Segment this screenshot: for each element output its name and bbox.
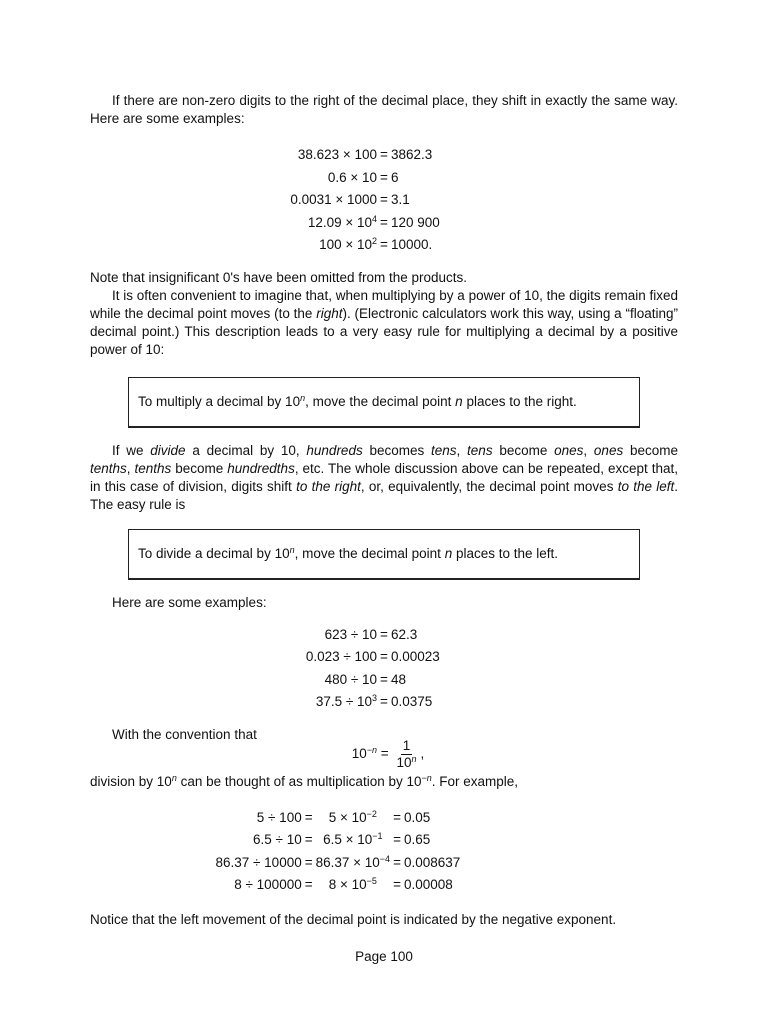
text: 0.023 ÷ 100 xyxy=(305,649,378,664)
text-emphasis: tens xyxy=(431,442,457,458)
text: = xyxy=(380,745,389,761)
equation-part-c: 0.008637 xyxy=(403,854,461,870)
text-emphasis: tens xyxy=(467,442,493,458)
text: 10 xyxy=(396,754,412,770)
equals-sign: = xyxy=(380,237,388,252)
text: 5 × 10 xyxy=(328,809,367,825)
equation-part-b xyxy=(316,807,390,830)
text: 6.5 × 10 xyxy=(323,832,373,847)
paragraph-note: Note that insignificant 0's have been omitted from the products. xyxy=(90,269,468,285)
text: division by 10 xyxy=(90,773,172,789)
equation-rhs: 0.0375 xyxy=(390,694,433,709)
variable: n xyxy=(444,546,453,561)
equation-rhs: 0.00023 xyxy=(390,649,440,664)
text-emphasis: hundreds xyxy=(306,442,363,458)
rule-box-divide xyxy=(128,529,640,580)
spacer xyxy=(466,807,678,830)
text: 100 × 10 xyxy=(319,237,373,252)
equals-sign: = xyxy=(380,626,388,642)
equals-sign: = xyxy=(393,854,401,870)
exponent: n xyxy=(171,772,177,783)
text: , move the decimal point xyxy=(305,394,456,409)
text-emphasis: hundredths xyxy=(227,460,295,476)
text: , or, equivalently, the decimal point moves xyxy=(360,478,618,494)
text: . The easy rule is xyxy=(90,478,678,512)
text: , xyxy=(420,745,425,761)
equation-lhs xyxy=(90,624,377,647)
equation-lhs xyxy=(90,669,377,692)
equals-sign: = xyxy=(380,169,388,185)
text: 8 × 10 xyxy=(328,877,367,892)
rule-text xyxy=(138,546,558,561)
paragraph-floating-point xyxy=(90,287,678,359)
division-examples xyxy=(90,624,678,714)
equation-rhs: 48 xyxy=(390,671,406,687)
text: , xyxy=(583,442,594,458)
rule-box-multiply xyxy=(128,377,640,428)
exponent: −1 xyxy=(372,831,383,841)
equals-sign: = xyxy=(380,694,388,709)
text-emphasis: tenths xyxy=(134,460,172,476)
equation-lhs xyxy=(90,167,377,190)
text: a decimal by 10, xyxy=(185,442,307,458)
equation-part-a: 5 ÷ 100 xyxy=(256,809,302,825)
text-emphasis: tenths xyxy=(90,460,127,476)
exponent: 2 xyxy=(372,236,378,246)
equation-rhs: 10000. xyxy=(390,237,433,252)
text: . For example, xyxy=(431,773,519,789)
numerator: 1 xyxy=(402,737,411,753)
equation-lhs xyxy=(90,189,377,212)
equals-sign: = xyxy=(380,147,388,162)
text: , xyxy=(126,460,135,476)
denominator xyxy=(394,755,418,771)
text: ). (Electronic calculators work this way, using a “floating” decimal point.) This description leads to a very easy rule for multiplying a decimal by a positive power of 10: xyxy=(90,305,678,357)
text: To multiply a decimal by 10 xyxy=(138,394,301,409)
variable: n xyxy=(455,394,463,409)
equation-part-b xyxy=(316,852,390,875)
paragraph-convention: With the convention that xyxy=(112,726,257,742)
text-emphasis: to the left xyxy=(617,478,675,494)
text: 86.37 × 10 xyxy=(315,854,380,870)
equals-sign: = xyxy=(304,832,313,847)
negative-exponent-examples xyxy=(90,807,678,897)
text: places to the left. xyxy=(452,546,559,561)
equation-part-c: 0.65 xyxy=(403,832,431,847)
equals-sign: = xyxy=(380,671,388,687)
exponent: −n xyxy=(421,772,432,783)
paragraph-division-as-multiplication xyxy=(90,773,678,791)
equals-sign: = xyxy=(393,877,401,892)
exponent: −2 xyxy=(366,808,377,819)
equals-sign: = xyxy=(380,192,388,207)
text: become xyxy=(171,460,228,476)
rule-text xyxy=(138,394,577,409)
spacer xyxy=(466,852,678,875)
text: 623 ÷ 10 xyxy=(324,626,378,642)
text: can be thought of as multiplication by 10 xyxy=(176,773,422,789)
exponent: −n xyxy=(366,744,378,755)
text: If we xyxy=(112,442,151,458)
equation-part-c: 0.00008 xyxy=(403,877,453,892)
equation-rhs: 3862.3 xyxy=(390,147,433,162)
exponent: −4 xyxy=(379,853,391,864)
spacer xyxy=(466,874,678,897)
equals-sign: = xyxy=(393,809,401,825)
spacer xyxy=(466,829,678,852)
text: , move the decimal point xyxy=(294,546,445,561)
equation-part-b xyxy=(316,829,390,852)
text: 12.09 × 10 xyxy=(307,214,373,230)
paragraph-conclusion: Notice that the left movement of the decimal point is indicated by the negative exponent. xyxy=(90,911,617,927)
equation-lhs xyxy=(90,691,377,714)
equation-rhs: 62.3 xyxy=(390,626,418,642)
equation-lhs xyxy=(90,144,377,167)
equation-part-a: 86.37 ÷ 10000 xyxy=(215,854,302,870)
exponent: −5 xyxy=(366,876,377,886)
page-content xyxy=(90,92,678,929)
exponent: 4 xyxy=(372,213,378,224)
text: 37.5 ÷ 10 xyxy=(315,694,373,709)
text: 0.0031 × 1000 xyxy=(290,192,378,207)
text: , xyxy=(456,442,468,458)
equals-sign: = xyxy=(304,877,313,892)
equation-rhs: 3.1 xyxy=(390,192,410,207)
equation-rhs: 120 900 xyxy=(390,214,440,230)
exponent: n xyxy=(411,753,417,764)
equals-sign: = xyxy=(380,214,388,230)
text: 10 xyxy=(351,745,367,761)
exponent: n xyxy=(300,393,306,403)
text-emphasis: ones xyxy=(593,442,624,458)
text: become xyxy=(492,442,555,458)
text-emphasis: to the right xyxy=(296,478,361,494)
equals-sign: = xyxy=(304,854,313,870)
text: , etc. The whole discussion above can be repeated, except that, in this case of division, digits shift xyxy=(90,460,678,494)
text-emphasis: ones xyxy=(554,442,584,458)
multiplication-examples xyxy=(90,144,678,257)
equation-part-a: 8 ÷ 100000 xyxy=(234,877,302,892)
text: places to the right. xyxy=(462,394,577,409)
equation-rhs: 6 xyxy=(390,169,399,185)
text-emphasis: right xyxy=(316,305,343,321)
exponent: n xyxy=(289,545,295,555)
text: 480 ÷ 10 xyxy=(324,671,378,687)
equation-part-c: 0.05 xyxy=(403,809,431,825)
equals-sign: = xyxy=(304,809,313,825)
fraction xyxy=(394,738,418,771)
paragraph-division xyxy=(90,442,678,514)
equals-sign: = xyxy=(393,832,401,847)
paragraph-examples-label: Here are some examples: xyxy=(112,594,267,610)
equation-part-b xyxy=(316,874,390,897)
text-emphasis: divide xyxy=(150,442,186,458)
equation-lhs xyxy=(90,212,377,235)
text: becomes xyxy=(362,442,431,458)
text: 38.623 × 100 xyxy=(297,147,378,162)
equation-lhs xyxy=(90,646,377,669)
equals-sign: = xyxy=(380,649,388,664)
text: 0.6 × 10 xyxy=(327,169,378,185)
equation-part-a: 6.5 ÷ 10 xyxy=(253,832,302,847)
equation-lhs xyxy=(90,234,377,257)
paragraph-intro: If there are non-zero digits to the right of the decimal place, they shift in exactly the same way. Here are some examples: xyxy=(90,93,678,126)
page-number: Page 100 xyxy=(355,949,413,964)
exponent: 3 xyxy=(372,693,378,703)
text: It is often convenient to imagine that, when multiplying by a power of 10, the digits remain fixed while the decimal point moves (to the xyxy=(90,287,678,321)
text: become xyxy=(623,442,678,458)
text: To divide a decimal by 10 xyxy=(138,546,290,561)
